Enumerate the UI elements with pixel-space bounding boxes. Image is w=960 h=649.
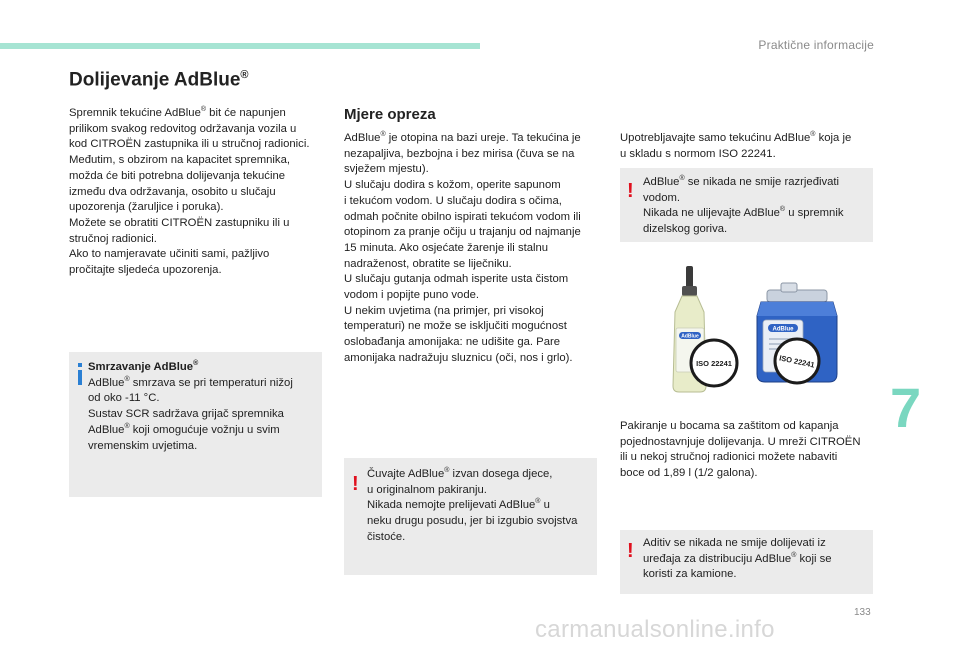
info-box-title: Smrzavanje AdBlue® xyxy=(88,360,199,373)
precautions-line: temperaturi) ne može se isključiti mogućnost xyxy=(344,320,567,333)
warning-line: Nikada nemojte prelijevati AdBlue® u xyxy=(367,498,550,512)
warning-icon: ! xyxy=(352,473,359,495)
adblue-product-image xyxy=(660,258,860,394)
warning-box-children xyxy=(344,458,597,575)
warning-line: Nikada ne ulijevajte AdBlue® u spremnik xyxy=(643,206,844,220)
intro-line: možda će biti potrebna dolijevanja tekućine xyxy=(69,169,286,182)
info-box-line: od oko -11 °C. xyxy=(88,392,160,405)
intro-line: Spremnik tekućine AdBlue® bit će napunjen xyxy=(69,106,286,119)
intro-line: Možete se obratiti CITROËN zastupniku ili u xyxy=(69,216,290,229)
warning-line: Aditiv se nikada ne smije dolijevati iz xyxy=(643,537,826,549)
warning-line: čistoće. xyxy=(367,530,406,543)
precautions-line: nadraženost, obratite se liječniku. xyxy=(344,257,512,270)
info-icon xyxy=(78,370,82,385)
bottle-iso-badge xyxy=(691,340,737,386)
precautions-line: svježem mjestu). xyxy=(344,163,429,176)
intro-line: prilikom svakog redovitog održavanja vozila u xyxy=(69,122,297,135)
precautions-line: i tekućom vodom. U slučaju dodira s očima, xyxy=(344,194,562,207)
registered-mark: ® xyxy=(240,69,249,81)
packaging-line: boce od 1,89 l (1/2 galona). xyxy=(620,467,758,480)
info-box-line: vremenskim uvjetima. xyxy=(88,439,198,452)
warning-line: koristi za kamione. xyxy=(643,568,737,581)
warning-line: dizelskog goriva. xyxy=(643,223,728,236)
info-box-line: AdBlue® koji omogućuje vožnju u svim xyxy=(88,423,280,436)
bottle-brand-label: AdBlue xyxy=(681,333,699,340)
warning-line: AdBlue® se nikada ne smije razrjeđivati xyxy=(643,175,840,188)
packaging-text xyxy=(620,419,880,482)
warning-icon: ! xyxy=(627,540,634,562)
precautions-text xyxy=(344,131,609,367)
precautions-line: odmah počnite obilno ispirati tekućom vodom ili xyxy=(344,210,581,223)
precautions-line: AdBlue® je otopina na bazi ureje. Ta tekućina je xyxy=(344,131,581,144)
warning-line: u originalnom pakiranju. xyxy=(367,483,487,496)
intro-line: kod CITROËN zastupnika ili u stručnoj radionici. xyxy=(69,138,310,151)
precautions-line: U slučaju dodira s kožom, operite sapunom xyxy=(344,179,561,192)
warning-dilution-text xyxy=(643,175,871,238)
intro-line: Međutim, s obzirom na kapacitet spremnika, xyxy=(69,154,291,167)
bottle-iso-text: ISO 22241 xyxy=(696,359,732,368)
intro-line: Ako to namjeravate učiniti sami, pažljivo xyxy=(69,248,270,261)
usage-text xyxy=(620,131,880,162)
info-box-freezing xyxy=(69,352,322,497)
precautions-line: U nekim uvjetima (na primjer, pri visokoj xyxy=(344,304,544,317)
intro-text xyxy=(69,106,339,279)
warning-icon: ! xyxy=(627,180,634,202)
page-title-text: Dolijevanje AdBlue xyxy=(69,69,241,91)
warning-additive-text xyxy=(643,536,871,583)
usage-line: Upotrebljavajte samo tekućinu AdBlue® koja je xyxy=(620,131,852,144)
warning-line: neku drugu posudu, jer bi izgubio svojstva xyxy=(367,515,578,528)
precautions-line: vodom i popijte puno vode. xyxy=(344,289,480,302)
precautions-line: amonijaka nadražuju sluznicu (oči, nos i grlo). xyxy=(344,351,573,364)
warning-box-dilution xyxy=(620,168,873,242)
watermark: carmanualsonline.info xyxy=(535,616,775,643)
intro-line: pročitajte sljedeća upozorenja. xyxy=(69,264,222,277)
intro-line: između dva održavanja, osobito u slučaju xyxy=(69,185,276,198)
precautions-line: nezapaljiva, bezbojna i bez mirisa (čuva se na xyxy=(344,147,575,160)
chapter-number: 7 xyxy=(890,376,922,439)
intro-line: stručnoj radionici. xyxy=(69,232,157,245)
packaging-line: pojednostavnjuje dolijevanja. U mreži CITROËN xyxy=(620,435,861,448)
warning-line: uređaja za distribuciju AdBlue® koji se xyxy=(643,551,832,565)
warning-box-additive xyxy=(620,530,873,594)
precautions-heading: Mjere opreza xyxy=(344,106,436,123)
canister-iso-badge xyxy=(775,339,819,383)
precautions-line: otopinom za pranje očiju u trajanju od najmanje xyxy=(344,226,581,239)
usage-line: u skladu s normom ISO 22241. xyxy=(620,147,776,160)
warning-line: vodom. xyxy=(643,191,681,204)
section-header: Praktične informacije xyxy=(758,38,874,52)
header-accent-bar xyxy=(0,43,480,49)
packaging-line: ili u nekoj stručnoj radionici možete nabaviti xyxy=(620,451,838,464)
warning-children-text xyxy=(367,467,595,546)
intro-line: upozorenja (žaruljice i poruka). xyxy=(69,201,224,214)
info-box-line: Sustav SCR sadržava grijač spremnika xyxy=(88,408,284,421)
info-box-line: AdBlue® smrzava se pri temperaturi nižoj xyxy=(88,375,293,389)
canister-brand-label: AdBlue xyxy=(772,326,794,333)
precautions-line: 15 minuta. Ako osjećate žarenje ili stalnu xyxy=(344,241,549,254)
canister-iso-text: ISO 22241 xyxy=(778,353,816,370)
page-number: 133 xyxy=(854,607,871,618)
packaging-line: Pakiranje u bocama sa zaštitom od kapanja xyxy=(620,420,839,432)
precautions-line: U slučaju gutanja odmah isperite usta čistom xyxy=(344,273,569,286)
page-title xyxy=(69,69,249,91)
warning-line: Čuvajte AdBlue® izvan dosega djece, xyxy=(367,467,553,480)
info-box-text xyxy=(88,360,318,454)
precautions-line: oslobađanja amonijaka: ne udišite ga. Pare xyxy=(344,336,561,349)
